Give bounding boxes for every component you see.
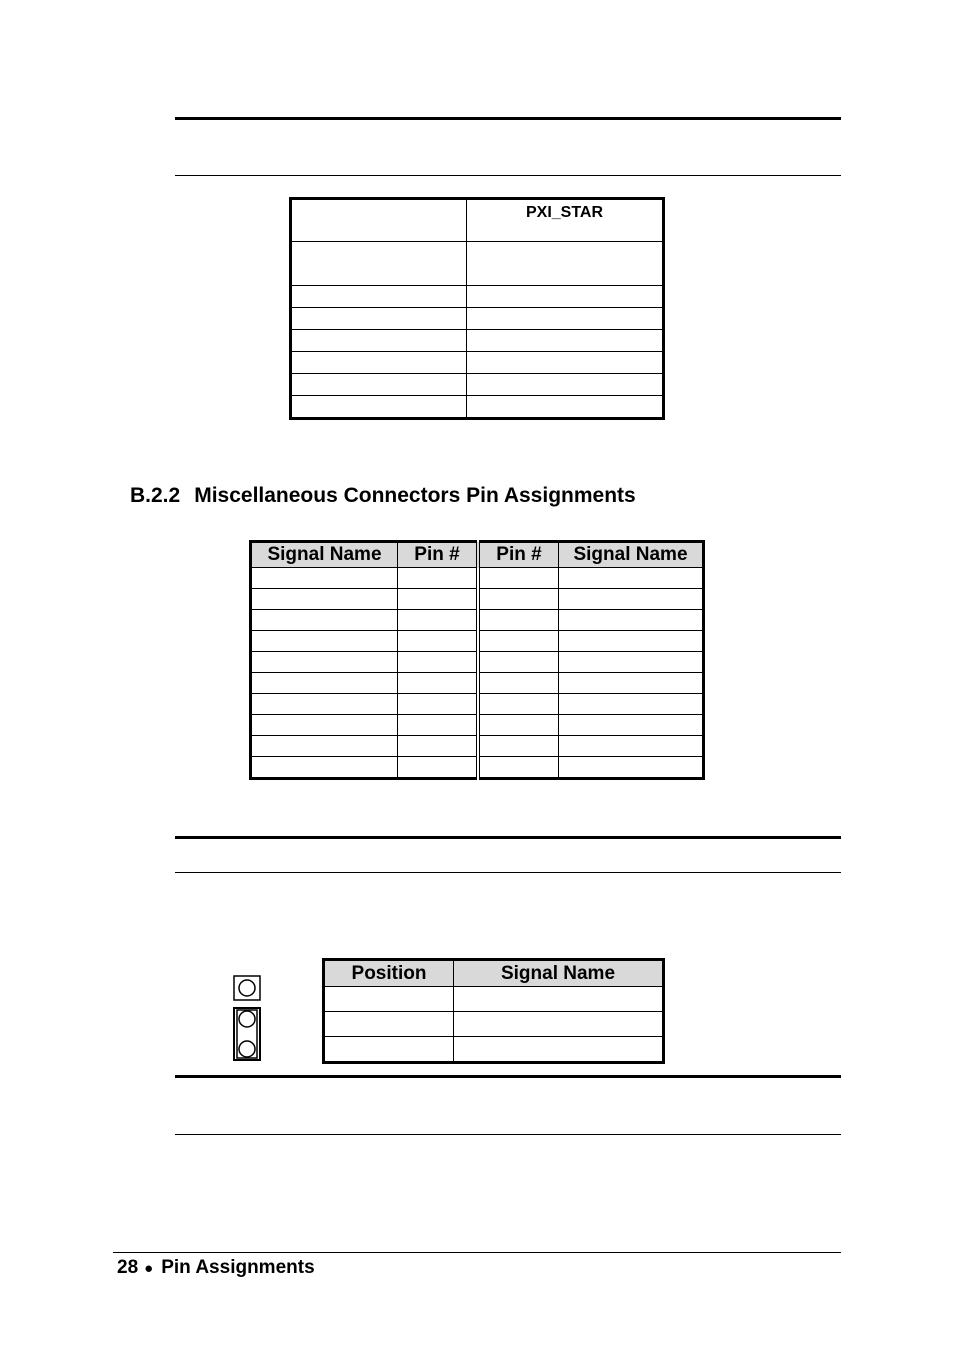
bottom-rule-thick (175, 1075, 841, 1078)
table-row (251, 694, 704, 715)
bullet-icon: ● (144, 1260, 154, 1277)
jumper-position-table (322, 958, 665, 1064)
table-row (291, 330, 664, 352)
table-header-cell: Position (324, 960, 454, 987)
table-row (251, 757, 704, 779)
section-title: Miscellaneous Connectors Pin Assignments (194, 484, 636, 507)
bottom-rule-thin (175, 1134, 841, 1135)
table-row (324, 1037, 664, 1063)
page-number: 28 (117, 1257, 139, 1278)
table-header-cell: Signal Name (454, 960, 664, 987)
table-row (291, 352, 664, 374)
pxi-star-table (289, 197, 665, 420)
table-row (251, 631, 704, 652)
table-row (251, 652, 704, 673)
table-row (251, 673, 704, 694)
top-rule-thin (175, 175, 841, 176)
table-header-cell: Pin # (398, 542, 479, 568)
page-footer (117, 1257, 315, 1279)
footer-rule (113, 1252, 841, 1253)
table-row (251, 568, 704, 589)
section-number: B.2.2 (130, 484, 181, 507)
table-header-row (324, 960, 664, 987)
table-row (251, 736, 704, 757)
table-header-cell: Signal Name (559, 542, 704, 568)
table-row (251, 715, 704, 736)
table-row (291, 374, 664, 396)
table-row (291, 396, 664, 419)
table-row (291, 308, 664, 330)
table-header-cell: Signal Name (251, 542, 398, 568)
section-heading (130, 484, 636, 508)
top-rule-thick (175, 117, 841, 120)
table-header-cell: PXI_STAR (467, 199, 664, 242)
table-row (324, 987, 664, 1012)
table-row (251, 610, 704, 631)
table-row (324, 1012, 664, 1037)
table-header-row (291, 199, 664, 242)
jumper-pin-icon (232, 974, 262, 1064)
table-header-cell (291, 199, 467, 242)
table-row (251, 589, 704, 610)
mid-rule-thin (175, 872, 841, 873)
table-row (291, 286, 664, 308)
footer-title: Pin Assignments (161, 1257, 315, 1278)
table-row (291, 242, 664, 286)
misc-connectors-table (249, 540, 705, 780)
mid-rule-thick (175, 836, 841, 839)
table-header-row (251, 542, 704, 568)
table-header-cell: Pin # (478, 542, 559, 568)
